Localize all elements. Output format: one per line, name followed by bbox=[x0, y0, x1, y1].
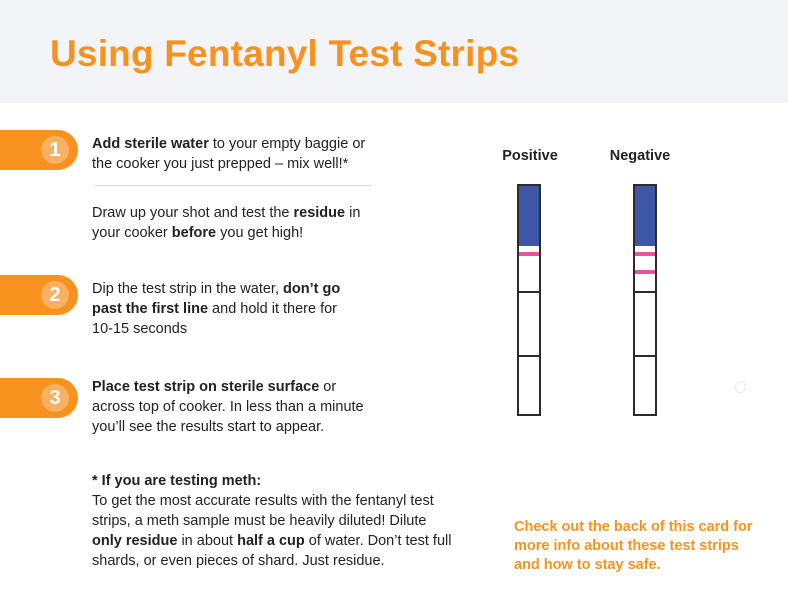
page-title: Using Fentanyl Test Strips bbox=[50, 33, 520, 74]
step-1-secondary-text: Draw up your shot and test the residue in your cooker before you get high! bbox=[92, 205, 361, 241]
step-tab-2 bbox=[0, 275, 78, 315]
strip-label-positive: Positive bbox=[502, 148, 558, 164]
step-tab-3 bbox=[0, 378, 78, 418]
strip-segment-line bbox=[635, 291, 655, 293]
step-3-text: Place test strip on sterile surface or across top of cooker. In less than a minute you’ll see the results start to appear. bbox=[92, 379, 364, 435]
step-number-1: 1 bbox=[41, 136, 69, 164]
strip-absorbent-pad bbox=[519, 186, 539, 246]
strip-segment-line bbox=[519, 355, 539, 357]
footer-note: Check out the back of this card for more info about these test strips and how to stay safe. bbox=[514, 519, 753, 573]
step-1-divider bbox=[95, 185, 372, 186]
test-strip-positive bbox=[517, 184, 541, 416]
strip-control-line bbox=[519, 252, 539, 256]
strip-control-line bbox=[635, 252, 655, 256]
strip-test-line bbox=[635, 270, 655, 274]
step-2-text: Dip the test strip in the water, don’t go past the first line and hold it there for 10-15 seconds bbox=[92, 281, 341, 337]
step-tab-1 bbox=[0, 130, 78, 170]
step-number-2: 2 bbox=[41, 281, 69, 309]
strip-segment-line bbox=[519, 291, 539, 293]
strip-absorbent-pad bbox=[635, 186, 655, 246]
strip-segment-line bbox=[635, 355, 655, 357]
faint-circle-icon bbox=[735, 381, 746, 393]
meth-note: * If you are testing meth: To get the most accurate results with the fentanyl test strips, a meth sample must be heavily diluted! Dilute only residue in about half a cup of water. Don’t test full shards, or even pieces of shard. Just residue. bbox=[92, 473, 452, 569]
strip-label-negative: Negative bbox=[609, 148, 671, 164]
step-1-text: Add sterile water to your empty baggie or the cooker you just prepped – mix well!* bbox=[92, 136, 366, 172]
step-number-3: 3 bbox=[41, 384, 69, 412]
test-strip-negative bbox=[633, 184, 657, 416]
